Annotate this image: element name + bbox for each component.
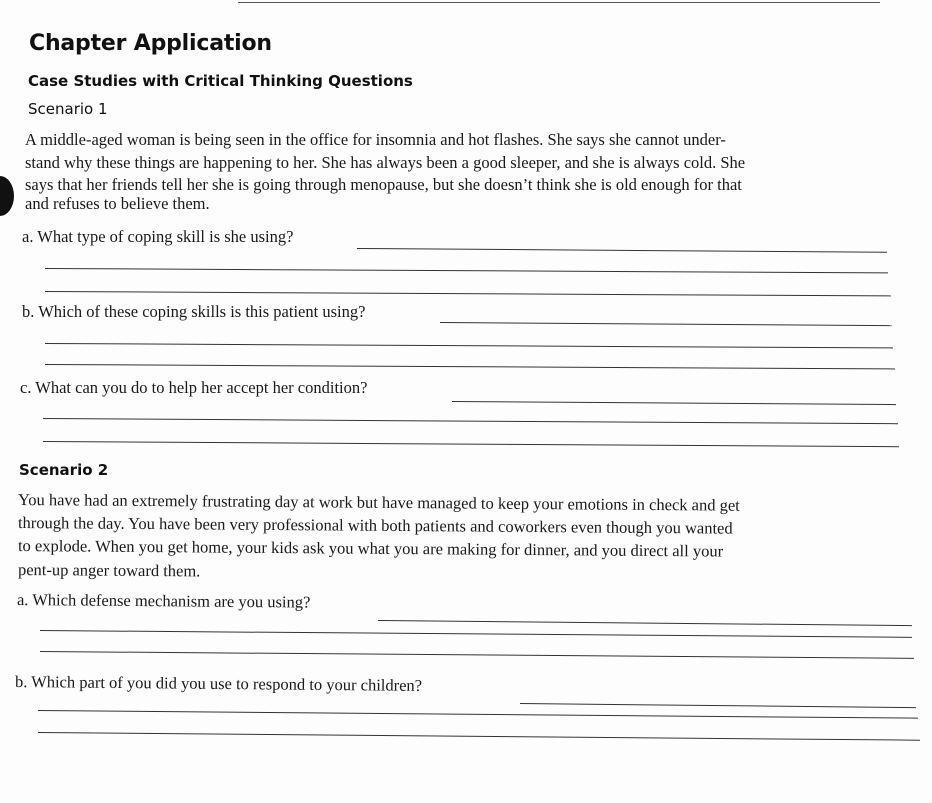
- answer-line[interactable]: [40, 651, 914, 659]
- top-divider: [238, 2, 880, 3]
- answer-line[interactable]: [38, 732, 920, 741]
- section-subtitle: Case Studies with Critical Thinking Questions: [28, 72, 413, 90]
- scenario-1-paragraph-line: says that her friends tell her she is going through menopause, but she doesn’t think she is old enough for that: [25, 175, 742, 194]
- scenario-2-paragraph-line: to explode. When you get home, your kids ask you what you are making for dinner, and you direct all your: [17, 536, 724, 561]
- answer-line[interactable]: [45, 291, 891, 296]
- answer-line[interactable]: [43, 418, 898, 424]
- answer-line[interactable]: [38, 710, 918, 719]
- scenario-2-paragraph-line: through the day. You have been very professional with both patients and coworkers even though you wanted: [17, 513, 733, 538]
- answer-line[interactable]: [440, 322, 892, 326]
- scenario-1-title: Scenario 1: [28, 100, 108, 118]
- answer-line[interactable]: [45, 268, 888, 273]
- scenario-1-question-c: c. What can you do to help her accept her condition?: [20, 378, 368, 397]
- scenario-1-paragraph-line: A middle-aged woman is being seen in the office for insomnia and hot flashes. She says she cannot under-: [25, 130, 726, 149]
- answer-line[interactable]: [357, 248, 887, 253]
- answer-line[interactable]: [43, 441, 899, 447]
- scenario-2-question-a: a. Which defense mechanism are you using?: [16, 590, 311, 612]
- scenario-2-paragraph-line: pent-up anger toward them.: [17, 560, 201, 581]
- scenario-2-paragraph-line: You have had an extremely frustrating day at work but have managed to keep your emotions in check and get: [17, 490, 740, 515]
- answer-line[interactable]: [45, 364, 895, 369]
- scenario-2-question-b: b. Which part of you did you use to respond to your children?: [14, 672, 423, 695]
- page-edge-marker: [0, 176, 14, 216]
- answer-line[interactable]: [378, 620, 912, 626]
- page-title: Chapter Application: [29, 31, 272, 56]
- scenario-1-paragraph-line: stand why these things are happening to her. She has always been a good sleeper, and she is always cold. She: [25, 153, 746, 172]
- answer-line[interactable]: [45, 343, 893, 348]
- answer-line[interactable]: [520, 703, 916, 708]
- scenario-1-question-b: b. Which of these coping skills is this patient using?: [22, 302, 366, 321]
- scenario-1-question-a: a. What type of coping skill is she using?: [22, 227, 294, 246]
- answer-line[interactable]: [452, 401, 896, 405]
- scenario-2-title: Scenario 2: [19, 461, 109, 479]
- answer-line[interactable]: [40, 630, 912, 638]
- scenario-1-paragraph-line: and refuses to believe them.: [25, 194, 210, 213]
